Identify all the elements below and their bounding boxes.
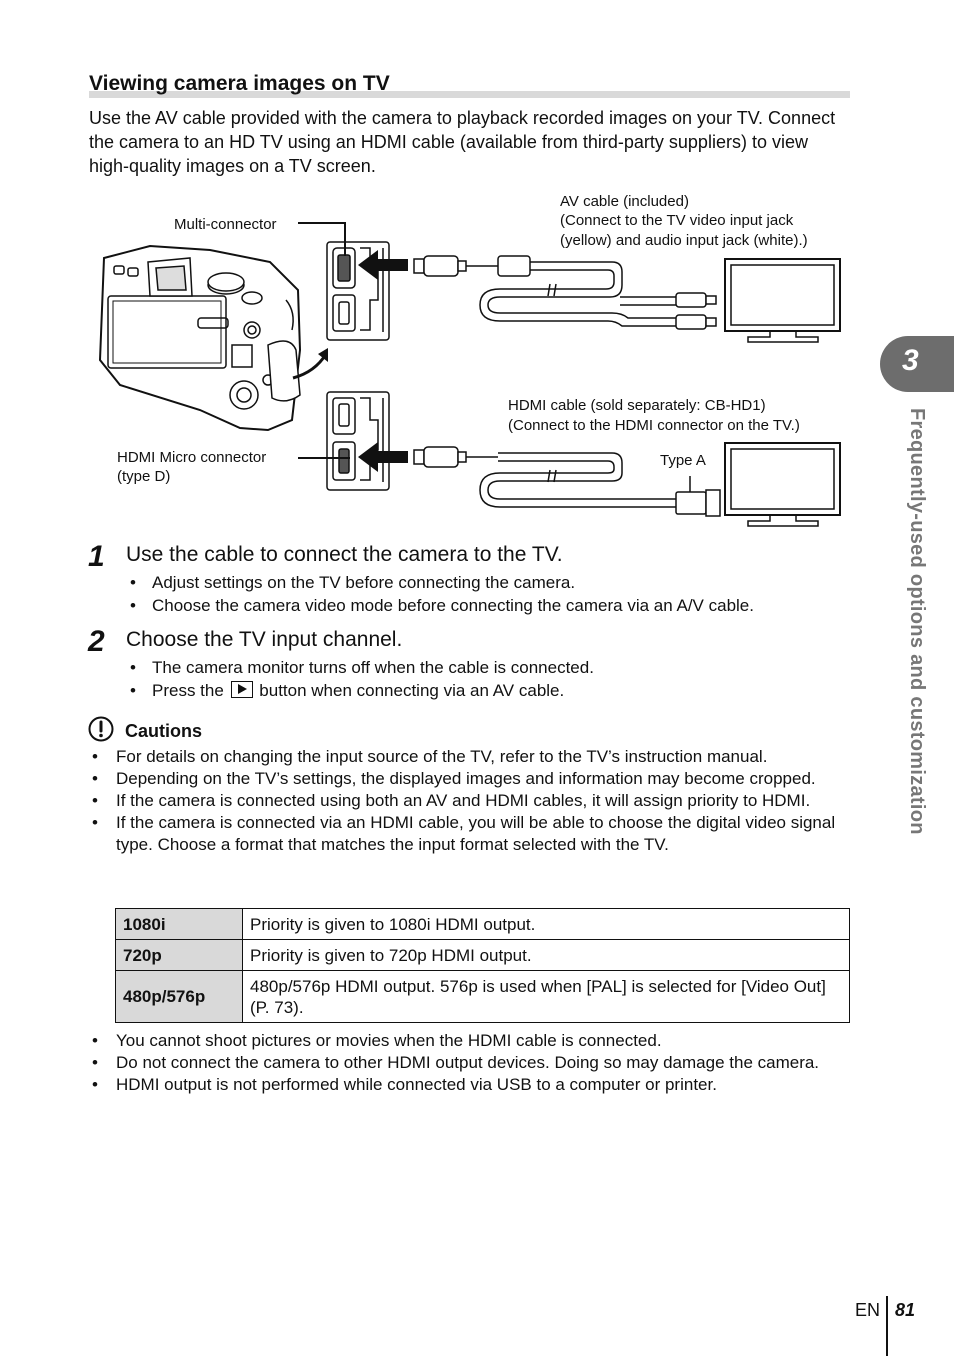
hdmi-connector-panel [327, 392, 389, 490]
list-item: • HDMI output is not performed while connected via USB to a computer or printer. [90, 1074, 850, 1096]
multi-connector-label: Multi-connector [174, 216, 277, 233]
av-cable-label-1: AV cable (included) [560, 193, 689, 210]
av-cable-label-3: (yellow) and audio input jack (white).) [560, 232, 808, 249]
hdmi-cable-label-1: HDMI cable (sold separately: CB-HD1) [508, 397, 766, 414]
playback-button-icon [231, 681, 253, 698]
list-item: • Depending on the TV’s settings, the displayed images and information may become cropped. [90, 768, 850, 790]
table-row [116, 940, 850, 971]
hdmi-micro-label-1: HDMI Micro connector [117, 449, 267, 466]
step-number: 2 [88, 625, 105, 658]
tv-illustration [725, 443, 840, 526]
list-item: • Choose the camera video mode before connecting the camera via an A/V cable. [128, 594, 848, 617]
av-cable-label-2: (Connect to the TV video input jack [560, 212, 794, 229]
step-bullets [128, 656, 848, 702]
list-item: • If the camera is connected using both an AV and HDMI cables, it will assign priority to HDMI. [90, 790, 850, 812]
list-item: • Do not connect the camera to other HDMI output devices. Doing so may damage the camera. [90, 1052, 850, 1074]
camera-illustration [100, 246, 300, 430]
list-item: • Adjust settings on the TV before connecting the camera. [128, 571, 848, 594]
list-item: • If the camera is connected via an HDMI cable, you will be able to choose the digital video signal type. Choose a format that matches the input format selected with the TV. [90, 812, 850, 856]
step-title: Use the cable to connect the camera to the TV. [126, 543, 563, 566]
step-bullets [128, 571, 848, 617]
press-text-after: button when connecting via an AV cable. [259, 681, 565, 700]
chapter-title: Frequently-used options and customization [906, 408, 928, 835]
language-code: EN [855, 1300, 881, 1320]
cautions-list [90, 746, 850, 856]
step-title: Choose the TV input channel. [126, 628, 403, 651]
tv-illustration [725, 259, 840, 342]
table-value: Priority is given to 1080i HDMI output. [243, 909, 850, 940]
list-item: • For details on changing the input source of the TV, refer to the TV’s instruction manual. [90, 746, 850, 768]
caution-icon [88, 716, 114, 742]
table-row [116, 971, 850, 1023]
table-key: 1080i [116, 909, 243, 940]
multi-connector-panel [327, 242, 389, 340]
cautions-list-continued [90, 1030, 850, 1096]
list-item: • The camera monitor turns off when the cable is connected. [128, 656, 848, 679]
table-key: 480p/576p [116, 971, 243, 1023]
table-key: 720p [116, 940, 243, 971]
intro-paragraph: Use the AV cable provided with the camera to playback recorded images on your TV. Connect the camera to an HD TV using an HDMI cable (available from third-party suppliers) to view high-quality images on a TV screen. [89, 108, 836, 176]
table-value: Priority is given to 720p HDMI output. [243, 940, 850, 971]
type-a-label: Type A [660, 452, 706, 469]
hdmi-output-table [115, 908, 850, 1023]
hdmi-cable-label-2: (Connect to the HDMI connector on the TV.) [508, 417, 800, 434]
cautions-heading: Cautions [125, 721, 203, 741]
step-number: 1 [88, 540, 105, 573]
hdmi-micro-label-2: (type D) [117, 468, 171, 485]
chapter-number: 3 [902, 344, 919, 377]
table-value: 480p/576p HDMI output. 576p is used when [PAL] is selected for [Video Out] (P. 73). [243, 971, 850, 1023]
chapter-tab [880, 336, 954, 392]
list-item: • You cannot shoot pictures or movies when the HDMI cable is connected. [90, 1030, 850, 1052]
footer-divider [886, 1296, 888, 1356]
section-title: Viewing camera images on TV [89, 72, 390, 95]
page-number: 81 [895, 1300, 916, 1320]
table-row [116, 909, 850, 940]
list-item [128, 679, 848, 702]
press-text: Press the [152, 681, 224, 700]
